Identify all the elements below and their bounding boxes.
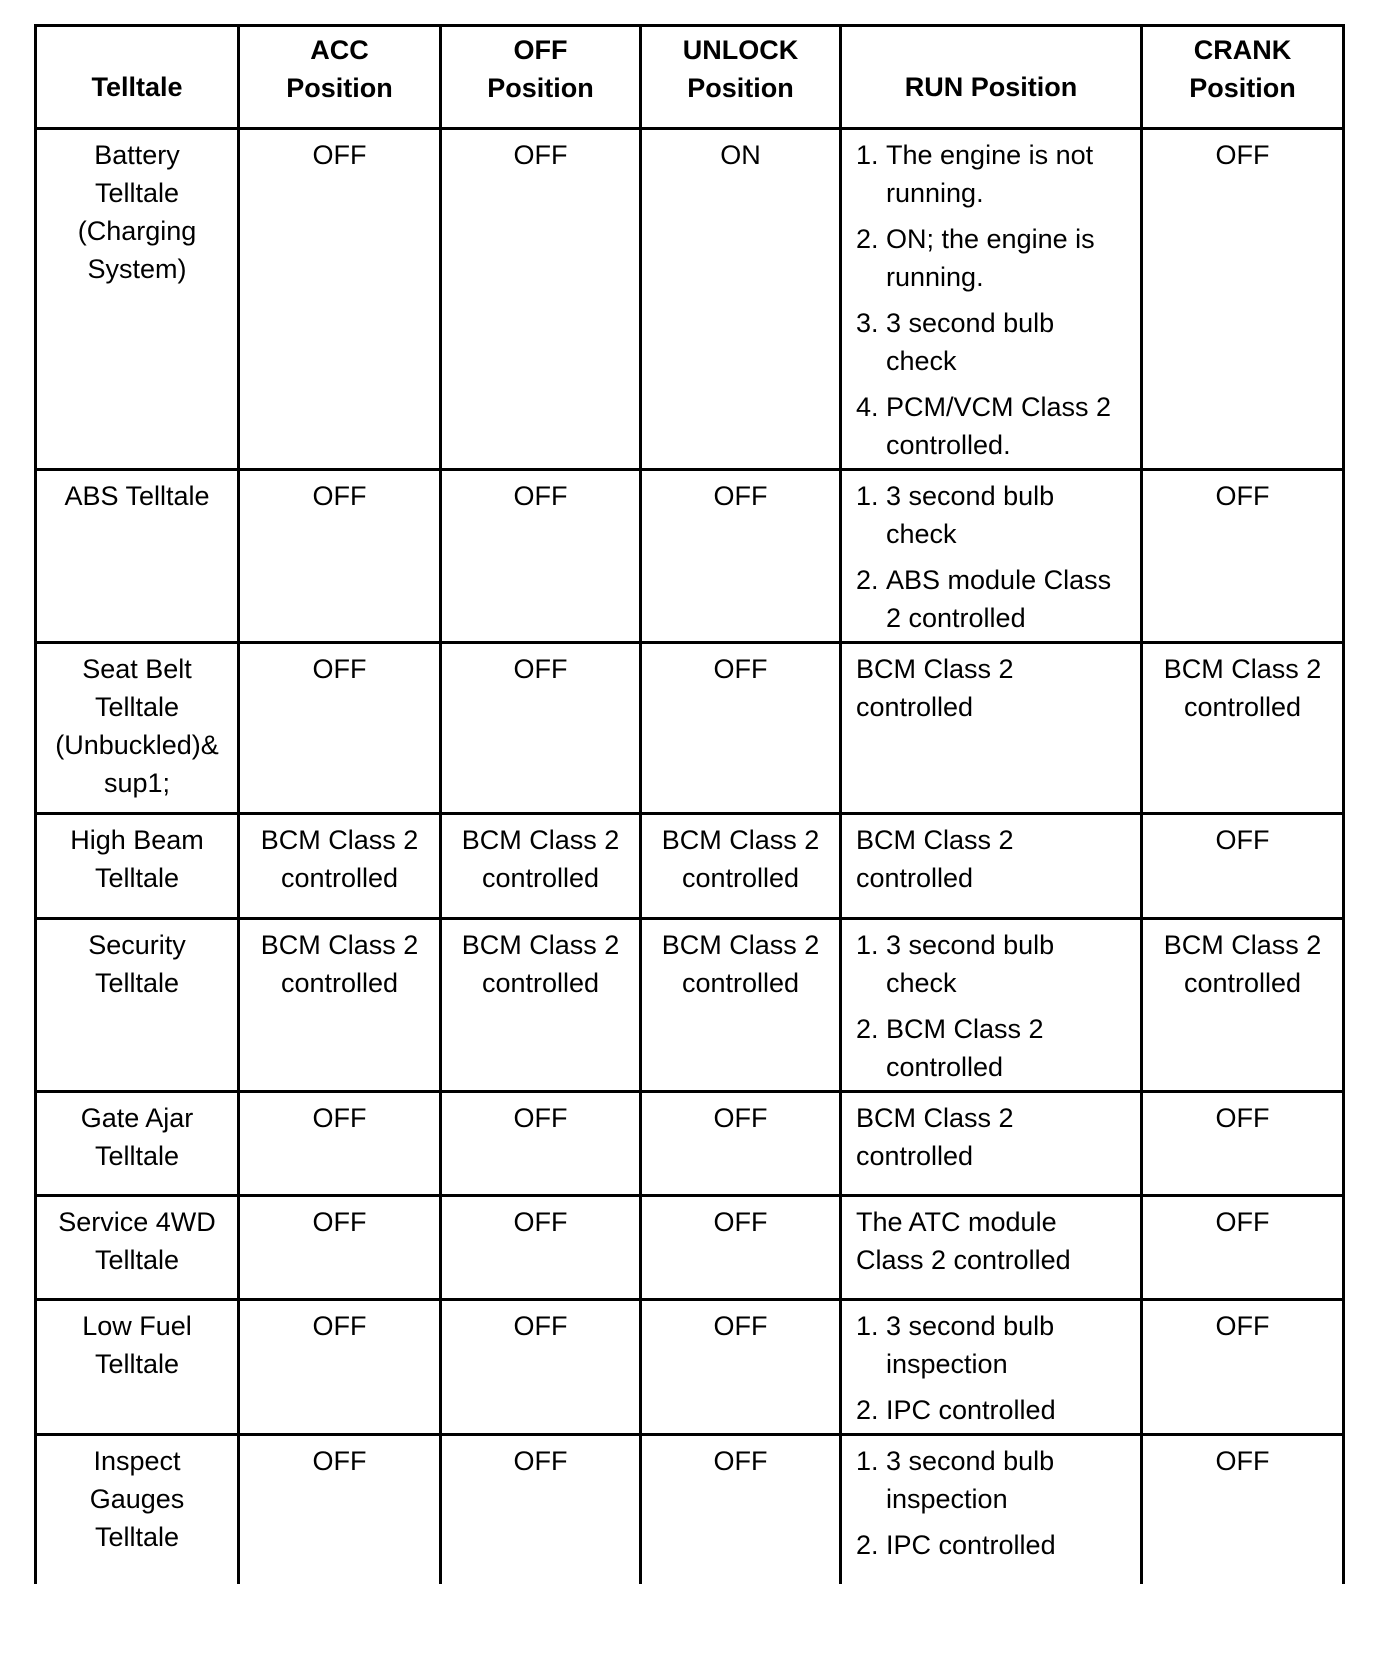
cell-text: OFF [1215,1103,1270,1133]
cell-text: OFF [513,1207,568,1237]
cell-text: BCM Class 2 controlled [260,930,419,998]
acc-position-cell [239,1196,441,1300]
item-text: BCM Class 2 controlled [886,1014,1044,1082]
item-number: 1. [856,1446,879,1476]
run-condition-item [856,561,1134,637]
table-row [36,1300,1344,1435]
unlock-position-cell [641,814,841,919]
telltale-name-cell [36,1435,239,1585]
table-row [36,1435,1344,1585]
cell-text: Inspect Gauges Telltale [89,1446,185,1552]
table-row [36,643,1344,814]
cell-text: BCM Class 2 controlled [856,825,1014,893]
off-position-cell [441,1092,641,1196]
header-unlock-position: UNLOCK Position [641,26,841,129]
cell-text: OFF [713,1207,768,1237]
acc-position-cell [239,470,441,643]
cell-text: BCM Class 2 controlled [461,825,620,893]
acc-position-cell [239,1435,441,1585]
unlock-position-cell [641,470,841,643]
item-text: 3 second bulb inspection [886,1446,1055,1514]
run-position-cell [841,470,1142,643]
cell-text: Service 4WD Telltale [58,1207,216,1275]
cell-text: OFF [312,481,367,511]
telltale-name-cell [36,814,239,919]
cell-text: OFF [713,1311,768,1341]
header-off-position: OFF Position [441,26,641,129]
run-condition-list [856,477,1134,637]
table-body [36,129,1344,1585]
run-condition-list [856,136,1134,464]
run-position-cell [841,1196,1142,1300]
off-position-cell [441,919,641,1092]
cell-text: BCM Class 2 controlled [1163,930,1322,998]
header-row [36,26,1344,129]
cell-text: OFF [1215,825,1270,855]
cell-text: OFF [312,140,367,170]
table-row [36,1092,1344,1196]
run-condition-list [856,926,1134,1086]
crank-position-cell [1142,1092,1344,1196]
cell-text: BCM Class 2 controlled [1163,654,1322,722]
acc-position-cell [239,1300,441,1435]
cell-text: Battery Telltale (Charging System) [77,140,197,284]
item-number: 1. [856,930,879,960]
cell-text: BCM Class 2 controlled [856,1103,1014,1171]
cell-text: Low Fuel Telltale [82,1311,192,1379]
unlock-position-cell [641,1435,841,1585]
cell-text: The ATC module Class 2 controlled [856,1207,1071,1275]
telltale-name-cell [36,1092,239,1196]
off-position-cell [441,470,641,643]
telltale-position-table [34,24,1345,1584]
cell-text: OFF [1215,1207,1270,1237]
acc-position-cell [239,919,441,1092]
run-condition-item [856,926,1134,1002]
cell-text: BCM Class 2 controlled [461,930,620,998]
cell-text: OFF [713,1103,768,1133]
run-condition-item [856,1391,1134,1429]
run-condition-item [856,1307,1134,1383]
run-condition-item [856,1526,1134,1564]
item-text: IPC controlled [886,1530,1056,1560]
cell-text: BCM Class 2 controlled [856,654,1014,722]
telltale-name-cell [36,1300,239,1435]
off-position-cell [441,643,641,814]
cell-text: OFF [312,1207,367,1237]
cell-text: Gate Ajar Telltale [80,1103,194,1171]
run-condition-item [856,136,1134,212]
item-text: 3 second bulb inspection [886,1311,1055,1379]
cell-text: BCM Class 2 controlled [260,825,419,893]
item-text: 3 second bulb check [886,481,1055,549]
cell-text: Seat Belt Telltale (Unbuckled)& sup1; [55,654,219,798]
item-number: 4. [856,392,879,422]
off-position-cell [441,129,641,470]
crank-position-cell [1142,470,1344,643]
run-condition-item [856,388,1134,464]
cell-text: OFF [312,1103,367,1133]
crank-position-cell [1142,1435,1344,1585]
acc-position-cell [239,1092,441,1196]
cell-text: OFF [312,654,367,684]
run-position-cell [841,1300,1142,1435]
item-number: 2. [856,1395,879,1425]
run-position-cell [841,643,1142,814]
cell-text: ABS Telltale [64,481,210,511]
table-row [36,129,1344,470]
item-text: ABS module Class 2 controlled [886,565,1112,633]
item-number: 2. [856,1530,879,1560]
off-position-cell [441,1300,641,1435]
cell-text: ON [720,140,761,170]
table-row [36,470,1344,643]
unlock-position-cell [641,1300,841,1435]
run-position-cell [841,814,1142,919]
run-position-cell [841,1092,1142,1196]
off-position-cell [441,1435,641,1585]
item-text: 3 second bulb check [886,930,1055,998]
run-condition-list [856,1307,1134,1429]
cell-text: OFF [312,1446,367,1476]
header-run-position: RUN Position [841,26,1142,129]
acc-position-cell [239,129,441,470]
off-position-cell [441,814,641,919]
off-position-cell [441,1196,641,1300]
cell-text: OFF [713,654,768,684]
run-condition-item [856,220,1134,296]
item-number: 1. [856,1311,879,1341]
cell-text: High Beam Telltale [70,825,204,893]
item-number: 1. [856,481,879,511]
item-text: IPC controlled [886,1395,1056,1425]
item-text: ON; the engine is running. [886,224,1095,292]
run-position-cell [841,1435,1142,1585]
unlock-position-cell [641,643,841,814]
cell-text: OFF [513,1103,568,1133]
item-text: PCM/VCM Class 2 controlled. [886,392,1112,460]
cell-text: OFF [312,1311,367,1341]
cell-text: OFF [1215,481,1270,511]
item-number: 1. [856,140,879,170]
cell-text: BCM Class 2 controlled [661,825,820,893]
crank-position-cell [1142,1300,1344,1435]
item-number: 3. [856,308,879,338]
crank-position-cell [1142,129,1344,470]
item-number: 2. [856,224,879,254]
table-row [36,1196,1344,1300]
run-position-cell [841,919,1142,1092]
cell-text: OFF [513,1446,568,1476]
cell-text: OFF [713,1446,768,1476]
unlock-position-cell [641,1092,841,1196]
item-text: The engine is not running. [886,140,1094,208]
crank-position-cell [1142,814,1344,919]
unlock-position-cell [641,129,841,470]
run-position-cell [841,129,1142,470]
acc-position-cell [239,643,441,814]
run-condition-list [856,1442,1134,1564]
cell-text: OFF [1215,140,1270,170]
cell-text: OFF [513,481,568,511]
cell-text: Security Telltale [88,930,186,998]
crank-position-cell [1142,643,1344,814]
telltale-name-cell [36,919,239,1092]
cell-text: OFF [513,140,568,170]
header-acc-position: ACC Position [239,26,441,129]
item-text: 3 second bulb check [886,308,1055,376]
run-condition-item [856,1010,1134,1086]
cell-text: OFF [513,1311,568,1341]
crank-position-cell [1142,1196,1344,1300]
telltale-name-cell [36,1196,239,1300]
table-row [36,814,1344,919]
cell-text: OFF [513,654,568,684]
cell-text: OFF [1215,1446,1270,1476]
telltale-name-cell [36,470,239,643]
acc-position-cell [239,814,441,919]
table-row [36,919,1344,1092]
unlock-position-cell [641,919,841,1092]
run-condition-item [856,304,1134,380]
item-number: 2. [856,565,879,595]
cell-text: BCM Class 2 controlled [661,930,820,998]
cell-text: OFF [713,481,768,511]
item-number: 2. [856,1014,879,1044]
run-condition-item [856,1442,1134,1518]
header-telltale: Telltale [36,26,239,129]
telltale-name-cell [36,643,239,814]
run-condition-item [856,477,1134,553]
header-crank-position: CRANK Position [1142,26,1344,129]
unlock-position-cell [641,1196,841,1300]
telltale-name-cell [36,129,239,470]
cell-text: OFF [1215,1311,1270,1341]
crank-position-cell [1142,919,1344,1092]
